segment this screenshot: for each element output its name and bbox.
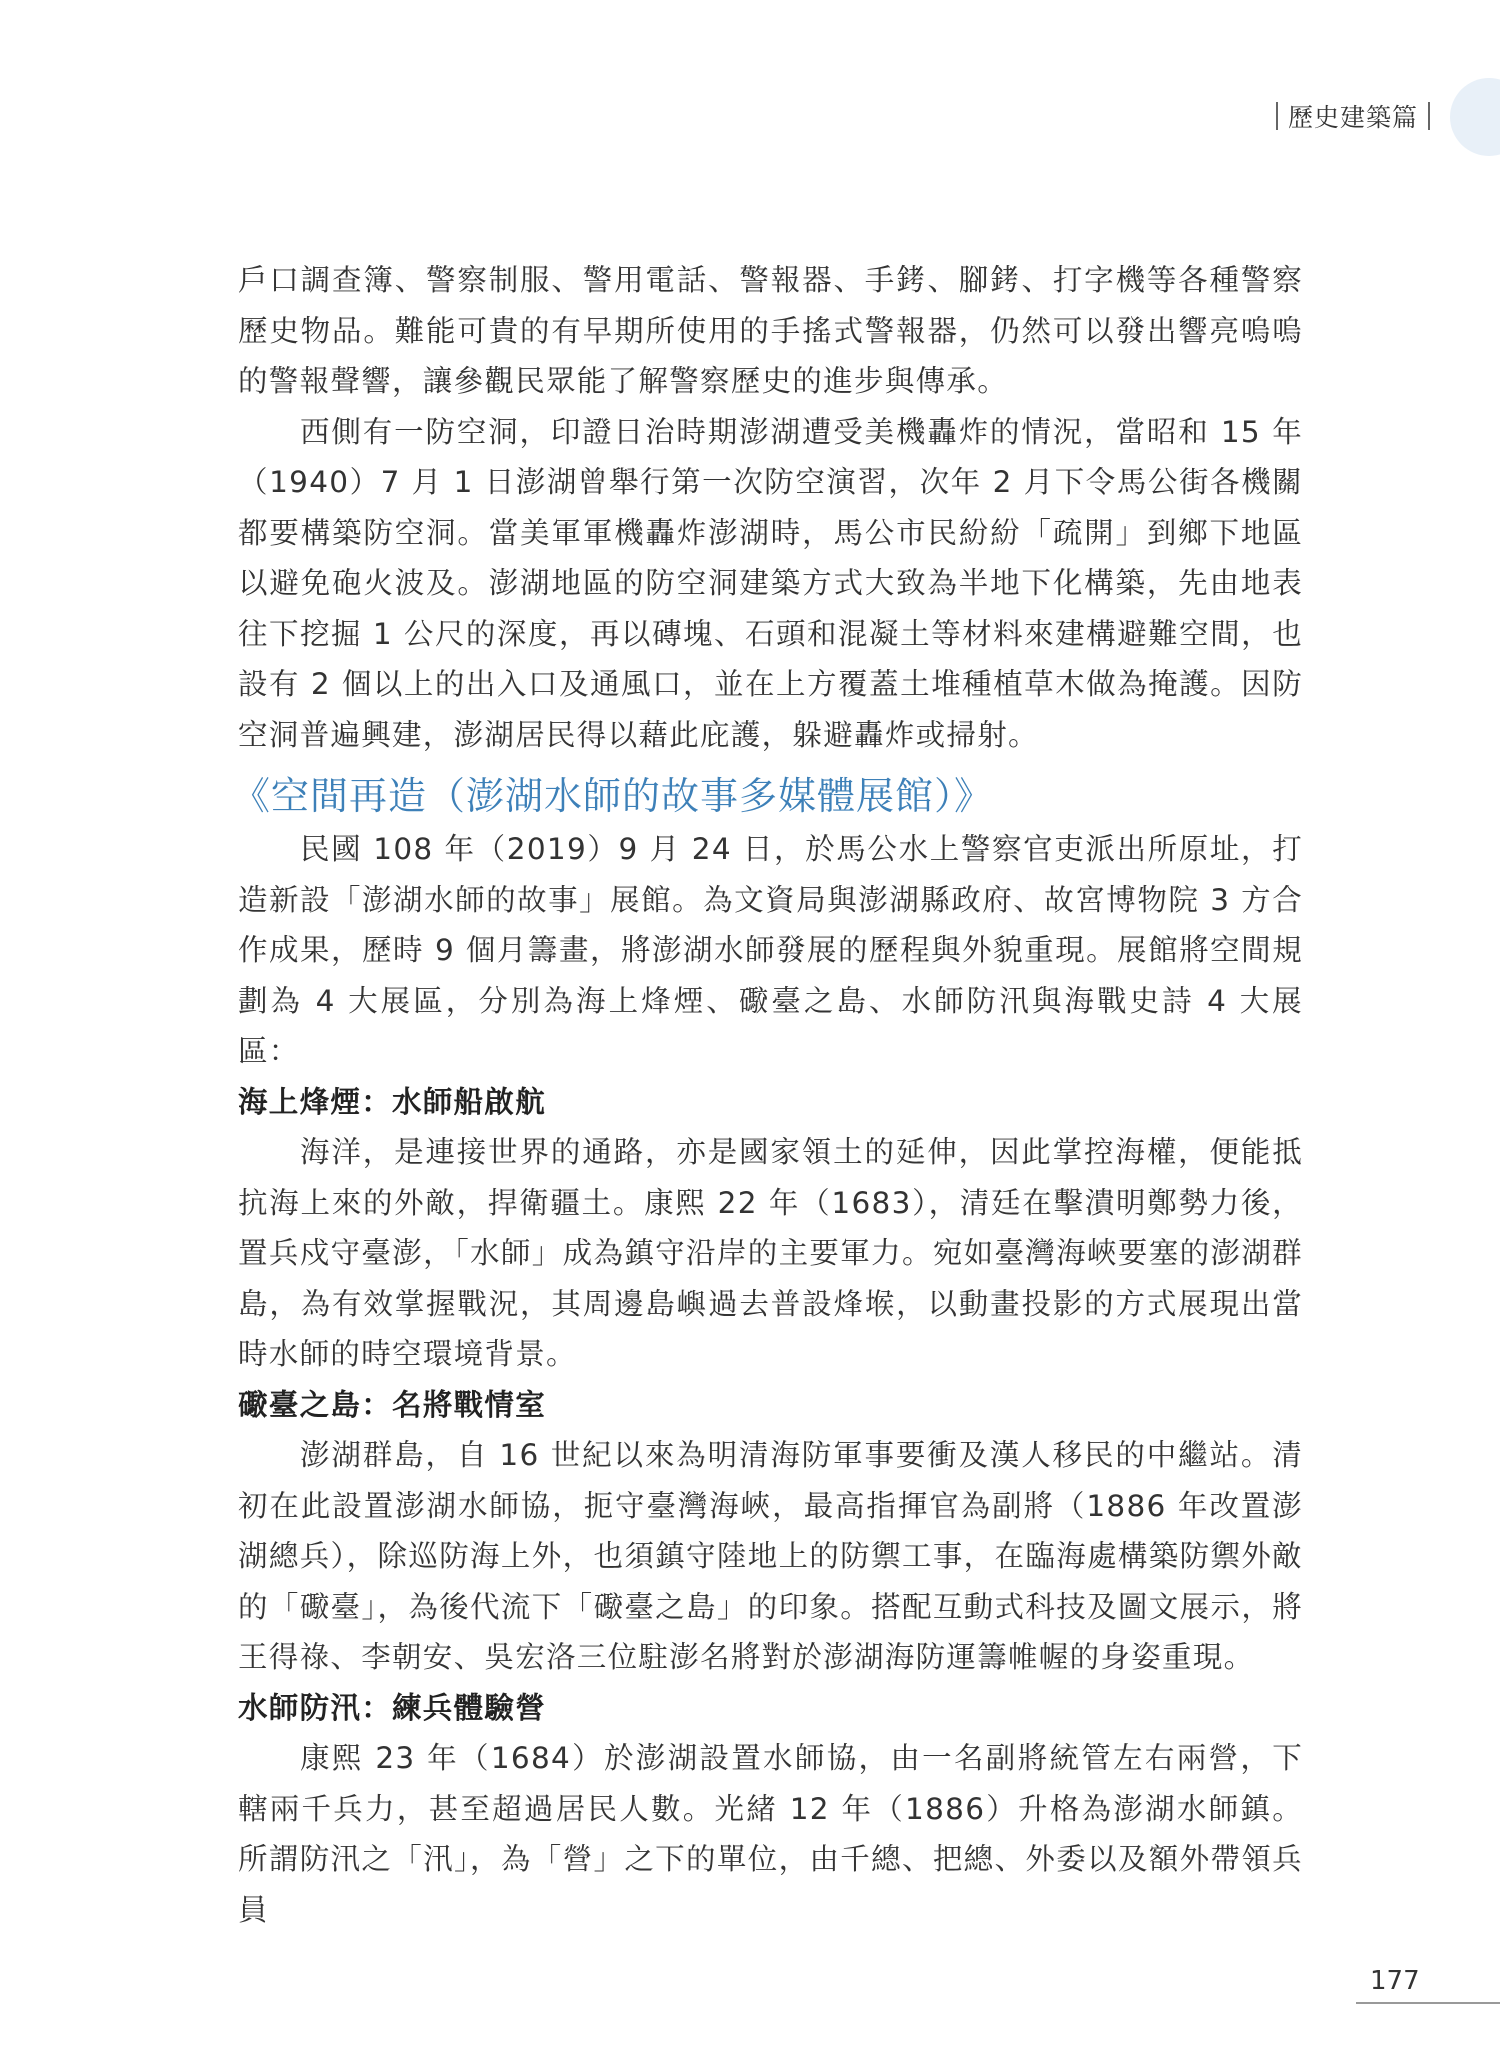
section-heading: 《空間再造（澎湖水師的故事多媒體展館）》 [232, 774, 994, 818]
subsection-paragraph: 澎湖群島，自 16 世紀以來為明清海防軍事要衝及漢人移民的中繼站。清初在此設置澎湖水師協，扼守臺灣海峽，最高指揮官為副將（1886 年改置澎湖總兵），除巡防海上外，也須鎮守陸地上的防禦工事，在臨海處構築防禦外敵的「礮臺」，為後代流下「礮臺之島」的印象。搭配互動式科技及圖文展示，將王得祿、李朝安、吳宏洛三位駐澎名將對於澎湖海防運籌帷幄的身姿重現。 [238, 1438, 1303, 1674]
subsection-heading: 礮臺之島：名將戰情室 [238, 1387, 547, 1422]
header-tab-decoration [1450, 78, 1500, 156]
subsection-heading: 海上烽煙：水師船啟航 [238, 1084, 547, 1119]
subsection-paragraph: 海洋，是連接世界的通路，亦是國家領土的延伸，因此掌控海權，便能抵抗海上來的外敵，捍衛疆土。康熙 22 年（1683），清廷在擊潰明鄭勢力後，置兵戍守臺澎，「水師」成為鎮守沿岸的主要軍力。宛如臺灣海峽要塞的澎湖群島，為有效掌握戰況，其周邊島嶼過去普設烽堠，以動畫投影的方式展現出當時水師的時空環境背景。 [238, 1135, 1303, 1371]
running-header [1266, 96, 1440, 136]
header-divider-left [1276, 102, 1278, 130]
section-intro-paragraph: 民國 108 年（2019）9 月 24 日，於馬公水上警察官吏派出所原址，打造新設「澎湖水師的故事」展館。為文資局與澎湖縣政府、故宮博物院 3 方合作成果，歷時 9 個月籌畫，將澎湖水師發展的歷程與外貌重現。展館將空間規劃為 4 大展區，分別為海上烽煙、礮臺之島、水師防汛與海戰史詩 4 大展區： [238, 832, 1303, 1068]
subsection-heading: 水師防汛：練兵體驗營 [238, 1690, 547, 1725]
footer-rule [1356, 2002, 1500, 2004]
subsection-paragraph: 康熙 23 年（1684）於澎湖設置水師協，由一名副將統管左右兩營，下轄兩千兵力，甚至超過居民人數。光緒 12 年（1886）升格為澎湖水師鎮。所謂防汛之「汛」，為「營」之下的單位，由千總、把總、外委以及額外帶領兵員 [238, 1741, 1303, 1927]
body-paragraph: 戶口調查簿、警察制服、警用電話、警報器、手銬、腳銬、打字機等各種警察歷史物品。難能可貴的有早期所使用的手搖式警報器，仍然可以發出響亮嗚嗚的警報聲響，讓參觀民眾能了解警察歷史的進步與傳承。 [238, 263, 1303, 398]
body-paragraph: 西側有一防空洞，印證日治時期澎湖遭受美機轟炸的情況，當昭和 15 年（1940）7 月 1 日澎湖曾舉行第一次防空演習，次年 2 月下令馬公街各機關都要構築防空洞。當美軍軍機轟炸澎湖時，馬公市民紛紛「疏開」到鄉下地區以避免砲火波及。澎湖地區的防空洞建築方式大致為半地下化構築，先由地表往下挖掘 1 公尺的深度，再以磚塊、石頭和混凝土等材料來建構避難空間，也設有 2 個以上的出入口及通風口，並在上方覆蓋土堆種植草木做為掩護。因防空洞普遍興建，澎湖居民得以藉此庇護，躲避轟炸或掃射。 [238, 414, 1303, 752]
page-number: 177 [1370, 1966, 1420, 1996]
header-divider-right [1428, 102, 1430, 130]
header-section-title: 歷史建築篇 [1287, 103, 1418, 132]
page-body [232, 255, 1303, 1935]
